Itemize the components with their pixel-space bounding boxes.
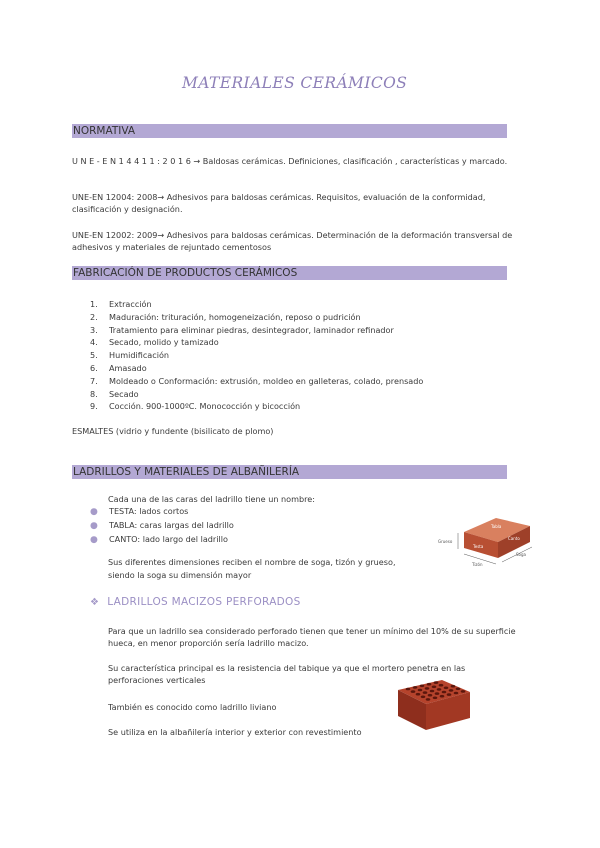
macizos-paragraph-2: Su característica principal es la resistencia del tabique ya que el mortero penetra en las perforaciones verticales <box>108 663 466 685</box>
page-title: MATERIALES CERÁMICOS <box>182 74 408 92</box>
section-heading-fabricacion: FABRICACIÓN DE PRODUCTOS CERÁMICOS <box>72 266 507 280</box>
subheading-macizos: ❖ LADRILLOS MACIZOS PERFORADOS <box>90 596 301 608</box>
normativa-paragraph-3: UNE-EN 12002: 2009→ Adhesivos para baldosas cerámicas. Determinación de la deformación transversal de adhesivos y materiales de rejuntado cementosos <box>72 230 513 252</box>
label-testa: Testa <box>473 544 484 549</box>
list-item: ● TABLA: caras largas del ladrillo <box>90 519 234 531</box>
section-heading-normativa: NORMATIVA <box>72 124 507 138</box>
bullet-icon: ● <box>90 534 98 545</box>
list-item: 2. Maduración: trituración, homogeneización, reposo o pudrición <box>90 311 361 322</box>
list-item: 4. Secado, molido y tamizado <box>90 337 219 348</box>
list-item: 6. Amasado <box>90 362 147 373</box>
label-grueso: Grueso <box>438 539 453 544</box>
brick-faces-diagram <box>436 502 536 572</box>
normativa-paragraph-2: UNE-EN 12004: 2008→ Adhesivos para baldosas cerámicas. Requisitos, evaluación de la conformidad, clasificación y designación. <box>72 192 486 214</box>
bullet-icon: ● <box>90 520 98 531</box>
list-item: 8. Secado <box>90 388 139 399</box>
label-soga: Soga <box>516 552 526 557</box>
list-item: 7. Moldeado o Conformación: extrusión, moldeo en galleteras, colado, prensado <box>90 375 424 386</box>
label-canto: Canto <box>508 536 520 541</box>
label-tizon: Tizón <box>472 562 483 567</box>
section-heading-ladrillos: LADRILLOS Y MATERIALES DE ALBAÑILERÍA <box>72 465 507 479</box>
label-tabla: Tabla <box>491 524 502 529</box>
list-item: ● TESTA: lados cortos <box>90 506 189 517</box>
list-item: 5. Humidificación <box>90 350 170 361</box>
esmaltes-line: ESMALTES (vidrio y fundente (bisilicato de plomo) <box>72 426 274 436</box>
ladrillos-intro: Cada una de las caras del ladrillo tiene un nombre: <box>108 494 316 504</box>
macizos-paragraph-4: Se utiliza en la albañilería interior y exterior con revestimiento <box>108 727 362 737</box>
list-item: ● CANTO: lado largo del ladrillo <box>90 533 228 545</box>
perforated-brick-image <box>394 678 472 732</box>
list-item: 9. Cocción. 900-1000ºC. Monococción y bicocción <box>90 401 301 412</box>
diamond-bullet-icon: ❖ <box>90 597 100 608</box>
list-item: 3. Tratamiento para eliminar piedras, desintegrador, laminador refinador <box>90 324 394 335</box>
macizos-paragraph-3: También es conocido como ladrillo liviano <box>108 702 277 712</box>
normativa-paragraph-1: U N E - E N 1 4 4 1 1 : 2 0 1 6 → Baldosas cerámicas. Definiciones, clasificación , características y marcado. <box>72 156 508 166</box>
list-item: 1. Extracción <box>90 299 152 309</box>
dimensiones-line-2: siendo la soga su dimensión mayor <box>108 570 252 580</box>
dimensiones-line-1: Sus diferentes dimensiones reciben el nombre de soga, tizón y grueso, <box>108 557 396 567</box>
fabricacion-steps-list <box>90 298 423 413</box>
macizos-paragraph-1: Para que un ladrillo sea considerado perforado tienen que tener un mínimo del 10% de su superficie hueca, en menor proporción sería ladrillo macizo. <box>108 626 516 648</box>
brick-faces-list <box>90 505 234 546</box>
bullet-icon: ● <box>90 507 98 517</box>
